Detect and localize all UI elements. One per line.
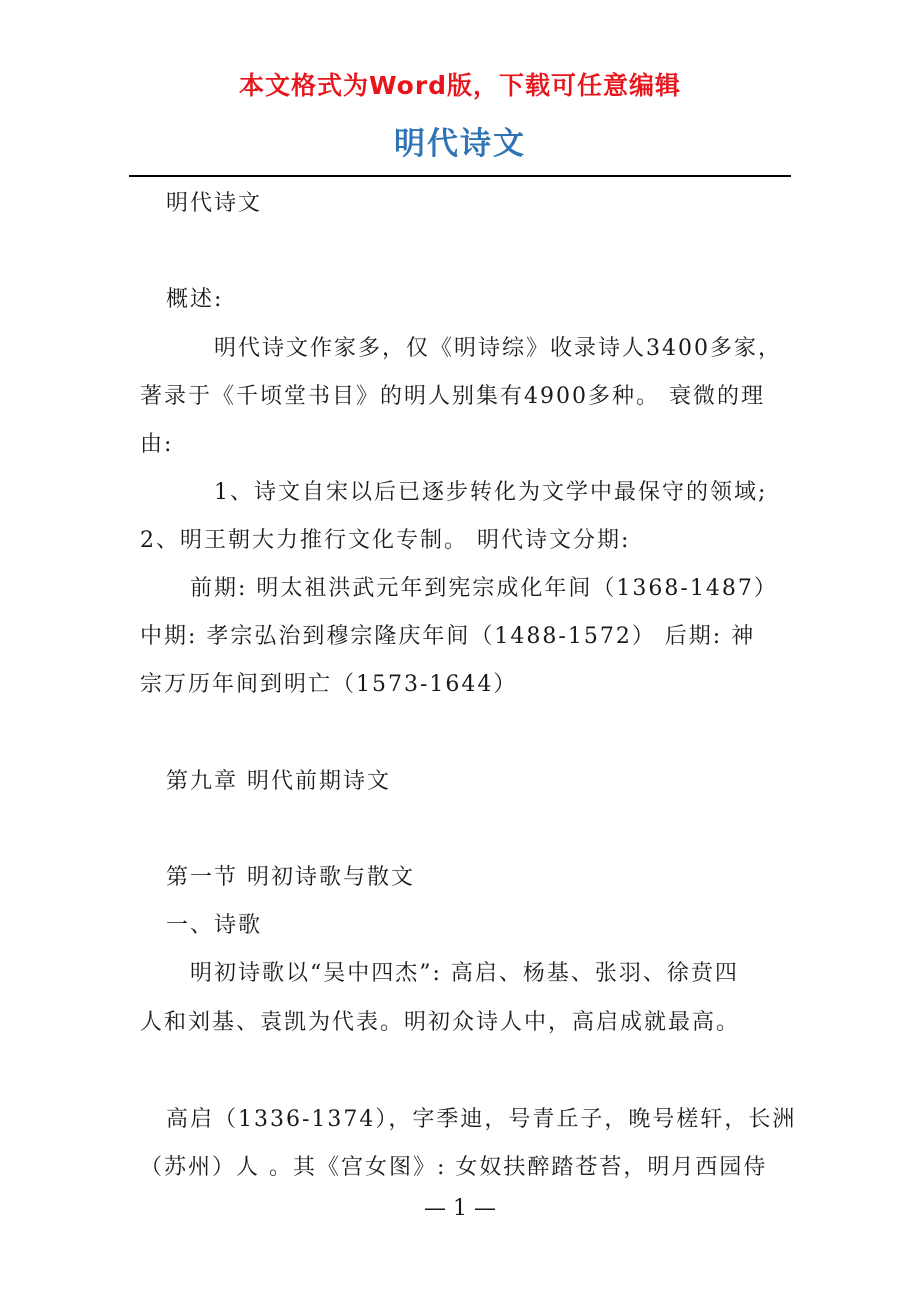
- body-line: （苏州）人 。其《宫女图》: 女奴扶醉踏苍苔，明月西园侍: [140, 1155, 768, 1180]
- body-line: 明代诗文: [166, 191, 263, 216]
- chapter-heading: 第九章 明代前期诗文: [166, 769, 391, 794]
- body-line: 由:: [140, 432, 174, 457]
- subsection-heading: 一、诗歌: [166, 913, 263, 938]
- body-line: 人和刘基、袁凯为代表。明初众诗人中，高启成就最高。: [140, 1010, 741, 1035]
- header-rule: [129, 175, 791, 177]
- body-line: 概述:: [166, 287, 224, 312]
- body-line: 2、明王朝大力推行文化专制。 明代诗文分期:: [140, 528, 631, 553]
- body-line: 著录于《千顷堂书目》的明人别集有4900多种。 衰微的理: [140, 384, 765, 409]
- body-line: 明初诗歌以“吴中四杰”: 高启、杨基、张羽、徐贲四: [190, 961, 739, 986]
- body-line: 明代诗文作家多，仅《明诗综》收录诗人3400多家，: [214, 336, 782, 361]
- body-line: 宗万历年间到明亡（1573-1644）: [140, 672, 518, 697]
- body-line: 高启（1336-1374），字季迪，号青丘子，晚号槎轩，长洲: [166, 1107, 797, 1132]
- format-notice: 本文格式为Word版，下载可任意编辑: [238, 71, 682, 100]
- body-line: 中期: 孝宗弘治到穆宗隆庆年间（1488-1572） 后期: 神: [140, 624, 756, 649]
- document-title: 明代诗文: [394, 126, 526, 162]
- body-line: 前期: 明太祖洪武元年到宪宗成化年间（1368-1487）: [190, 576, 778, 601]
- section-heading: 第一节 明初诗歌与散文: [166, 865, 415, 890]
- body-line: 1、诗文自宋以后已逐步转化为文学中最保守的领域;: [214, 480, 768, 505]
- page-number: — 1 —: [424, 1196, 496, 1221]
